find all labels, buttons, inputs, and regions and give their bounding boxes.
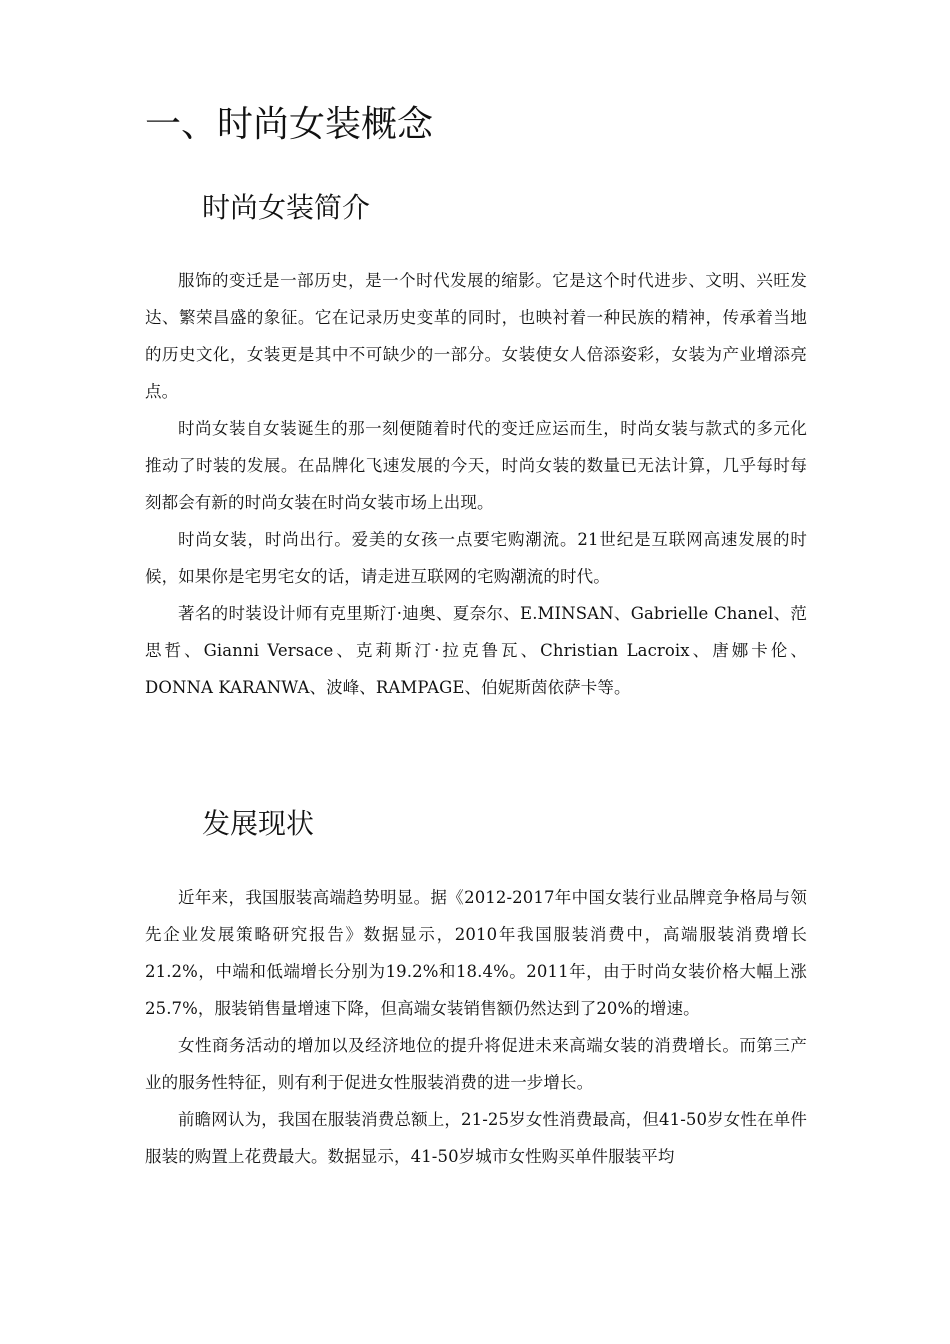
- section-heading-intro: 时尚女装简介: [202, 191, 371, 224]
- paragraph: 著名的时装设计师有克里斯汀·迪奥、夏奈尔、E.MINSAN、Gabrielle Chanel、范思哲、Gianni Versace、克莉斯汀·拉克鲁瓦、Christian Lacroix、唐娜卡伦、DONNA KARANWA、波峰、RAMPAGE、伯妮斯茵依萨卡等。: [145, 604, 807, 697]
- paragraph: 服饰的变迁是一部历史，是一个时代发展的缩影。它是这个时代进步、文明、兴旺发达、繁荣昌盛的象征。它在记录历史变革的同时，也映衬着一种民族的精神，传承着当地的历史文化，女装更是其中不可缺少的一部分。女装使女人倍添姿彩，女装为产业增添亮点。: [145, 271, 807, 401]
- section-intro-body: [145, 262, 807, 706]
- page-title: 一、时尚女装概念: [145, 104, 434, 145]
- paragraph: 近年来，我国服装高端趋势明显。据《2012-2017年中国女装行业品牌竞争格局与领先企业发展策略研究报告》数据显示，2010年我国服装消费中，高端服装消费增长21.2%，中端和低端增长分别为19.2%和18.4%。2011年，由于时尚女装价格大幅上涨25.7%，服装销售量增速下降，但高端女装销售额仍然达到了20%的增速。: [145, 888, 807, 1018]
- paragraph: 时尚女装，时尚出行。爱美的女孩一点要宅购潮流。21世纪是互联网高速发展的时候，如果你是宅男宅女的话，请走进互联网的宅购潮流的时代。: [145, 530, 807, 586]
- paragraph: 前瞻网认为，我国在服装消费总额上，21-25岁女性消费最高，但41-50岁女性在单件服装的购置上花费最大。数据显示，41-50岁城市女性购买单件服装平均: [145, 1110, 807, 1166]
- section-status-body: [145, 879, 807, 1175]
- paragraph: 时尚女装自女装诞生的那一刻便随着时代的变迁应运而生，时尚女装与款式的多元化推动了时装的发展。在品牌化飞速发展的今天，时尚女装的数量已无法计算，几乎每时每刻都会有新的时尚女装在时尚女装市场上出现。: [145, 419, 807, 512]
- paragraph: 女性商务活动的增加以及经济地位的提升将促进未来高端女装的消费增长。而第三产业的服务性特征，则有利于促进女性服装消费的进一步增长。: [145, 1036, 807, 1092]
- section-heading-status: 发展现状: [202, 807, 315, 840]
